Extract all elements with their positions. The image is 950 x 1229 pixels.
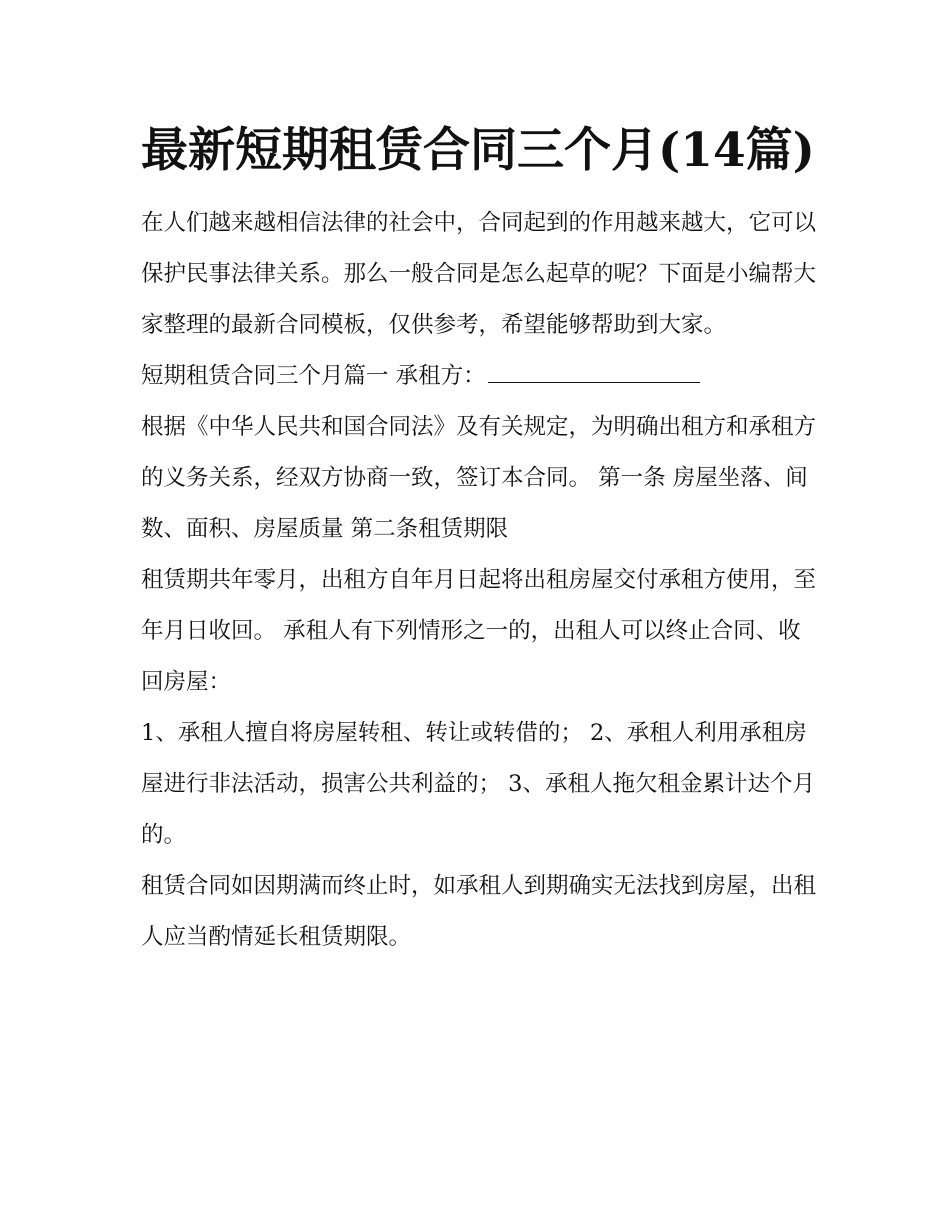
- tenant-blank-line: [488, 360, 700, 383]
- clause-paragraph-2: 租赁期共年零月，出租方自年月日起将出租房屋交付承租方使用，至年月日收回。 承租人有下列情形之一的，出租人可以终止合同、收回房屋：: [141, 567, 817, 695]
- document-title: 最新短期租赁合同三个月(14篇): [141, 123, 815, 178]
- clause-paragraph-1: 根据《中华人民共和国合同法》及有关规定，为明确出租方和承租方的义务关系，经双方协商一致，签订本合同。 第一条 房屋坐落、间数、面积、房屋质量 第二条租赁期限: [141, 414, 817, 542]
- clause-paragraph-3: 1、承租人擅自将房屋转租、转让或转借的； 2、承租人利用承租房屋进行非法活动，损害公共利益的； 3、承租人拖欠租金累计达个月的。: [141, 720, 815, 848]
- document-page: [141, 112, 821, 963]
- intro-paragraph: 在人们越来越相信法律的社会中，合同起到的作用越来越大，它可以保护民事法律关系。那么一般合同是怎么起草的呢？下面是小编帮大家整理的最新合同模板，仅供参考，希望能够帮助到大家。: [141, 210, 817, 338]
- clause-paragraph-4: 租赁合同如因期满而终止时，如承租人到期确实无法找到房屋，出租人应当酌情延长租赁期限。: [141, 873, 817, 950]
- section-heading-text: 短期租赁合同三个月篇一 承租方：: [141, 363, 486, 389]
- section-heading-paragraph: [141, 351, 821, 402]
